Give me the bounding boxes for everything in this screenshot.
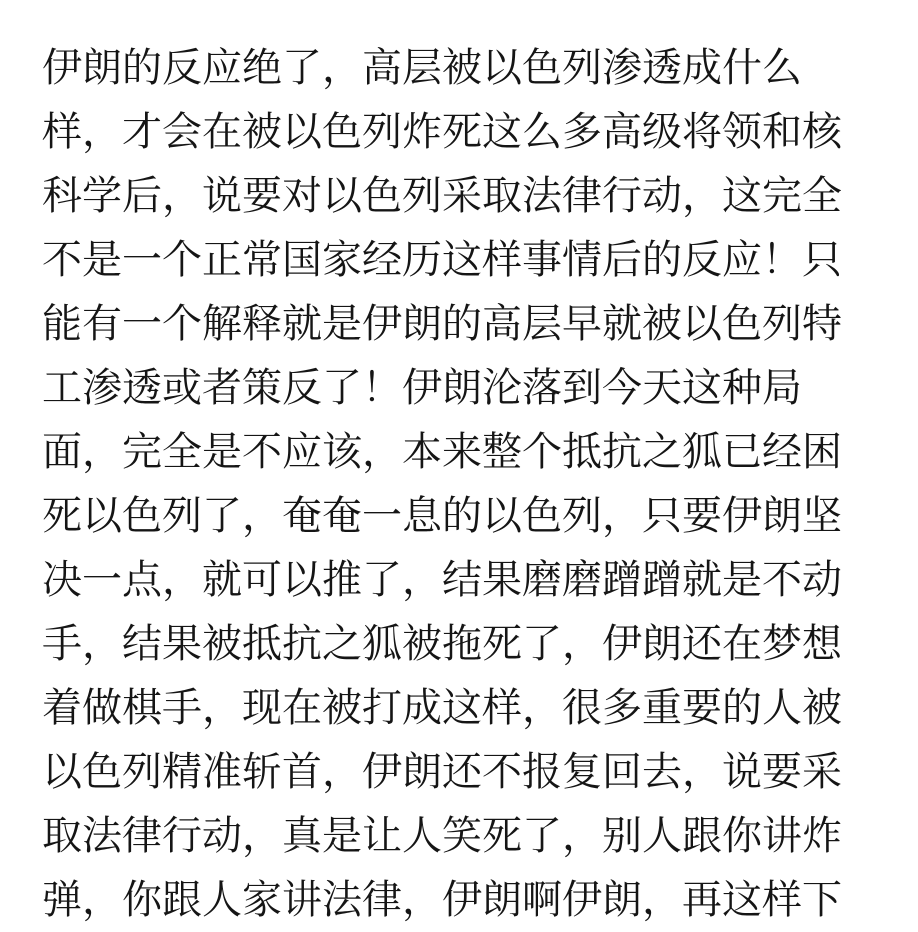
text-line: 样，才会在被以色列炸死这么多高级将领和核 [42, 109, 842, 155]
text-line: 着做棋手，现在被打成这样，很多重要的人被 [42, 685, 842, 731]
text-line: 取法律行动，真是让人笑死了，别人跟你讲炸 [42, 813, 842, 859]
text-line: 不是一个正常国家经历这样事情后的反应！只 [42, 237, 842, 283]
text-line: 工渗透或者策反了！伊朗沦落到今天这种局 [42, 365, 802, 411]
text-line: 以色列精准斩首，伊朗还不报复回去，说要采 [42, 749, 842, 795]
text-line: 面，完全是不应该，本来整个抵抗之狐已经困 [42, 429, 842, 475]
text-line: 手，结果被抵抗之狐被拖死了，伊朗还在梦想 [42, 621, 842, 667]
post-text [42, 36, 882, 932]
text-line: 能有一个解释就是伊朗的高层早就被以色列特 [42, 301, 842, 347]
text-line: 科学后，说要对以色列采取法律行动，这完全 [42, 173, 842, 219]
text-line: 弹，你跟人家讲法律，伊朗啊伊朗，再这样下 [42, 877, 842, 923]
text-line: 决一点，就可以推了，结果磨磨蹭蹭就是不动 [42, 557, 842, 603]
text-line: 死以色列了，奄奄一息的以色列，只要伊朗坚 [42, 493, 842, 539]
text-line: 伊朗的反应绝了，高层被以色列渗透成什么 [42, 45, 802, 91]
